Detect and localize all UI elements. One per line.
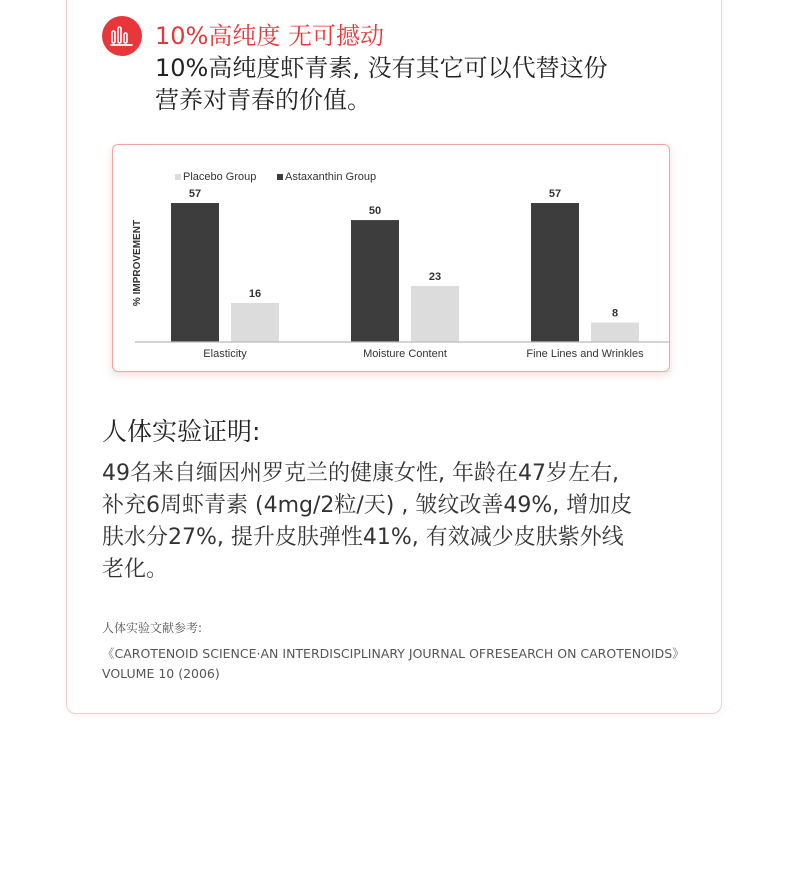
headline-subtitle-line1: 10%高纯度虾青素, 没有其它可以代替这份 bbox=[155, 54, 608, 82]
data-label: 8 bbox=[611, 307, 619, 320]
bar-chart-icon bbox=[110, 25, 134, 47]
data-label: 57 bbox=[548, 188, 562, 200]
bar bbox=[411, 286, 459, 342]
section-badge bbox=[102, 16, 142, 56]
bar bbox=[531, 203, 579, 342]
legend-swatch bbox=[277, 174, 283, 180]
legend-swatch bbox=[175, 174, 181, 180]
data-label: 57 bbox=[188, 188, 202, 200]
data-label: 16 bbox=[248, 287, 262, 300]
bar-chart bbox=[113, 145, 670, 372]
headline-subtitle-line2: 营养对青春的价值。 bbox=[155, 86, 371, 114]
reference-line: 《CAROTENOID SCIENCE·AN INTERDISCIPLINARY JOURNAL OFRESEARCH ON CAROTENOIDS》 bbox=[102, 646, 685, 661]
study-description-line: 补充6周虾青素 (4mg/2粒/天) , 皱纹改善49%, 增加皮 bbox=[102, 493, 633, 518]
bar bbox=[231, 303, 279, 342]
data-label: 23 bbox=[428, 270, 442, 283]
legend-label: Placebo Group bbox=[183, 171, 257, 183]
reference-label: 人体实验文献参考: bbox=[102, 621, 203, 635]
headline-title: 10%高纯度 无可撼动 bbox=[155, 22, 384, 50]
study-description-line: 49名来自缅因州罗克兰的健康女性, 年龄在47岁左右, bbox=[102, 461, 619, 486]
headline bbox=[155, 20, 715, 116]
reference-line: VOLUME 10 (2006) bbox=[102, 666, 220, 681]
y-axis-label: % IMPROVEMENT bbox=[132, 219, 143, 307]
category-label: Moisture Content bbox=[363, 348, 447, 360]
study-description-line: 肤水分27%, 提升皮肤弹性41%, 有效减少皮肤紫外线 bbox=[102, 525, 624, 550]
study-description bbox=[102, 458, 702, 586]
legend-label: Astaxanthin Group bbox=[285, 171, 377, 183]
category-label: Fine Lines and Wrinkles bbox=[526, 348, 644, 360]
data-label: 50 bbox=[368, 205, 382, 218]
bar bbox=[591, 322, 639, 342]
category-label: Elasticity bbox=[203, 348, 247, 360]
reference-citation bbox=[102, 644, 702, 684]
study-description-line: 老化。 bbox=[102, 557, 169, 582]
chart-container bbox=[112, 144, 670, 372]
bar bbox=[351, 220, 399, 342]
bar bbox=[171, 203, 219, 342]
section-title: 人体实验证明: bbox=[102, 417, 261, 446]
